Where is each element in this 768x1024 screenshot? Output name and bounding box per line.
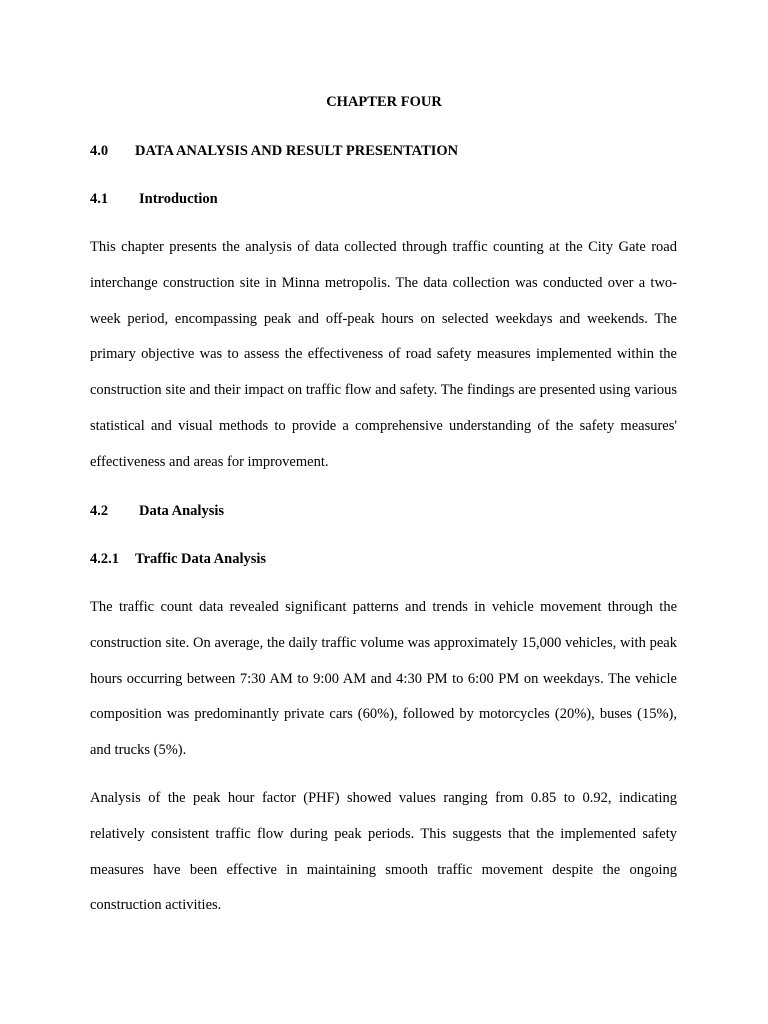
section-heading-4-1 [90,190,218,208]
section-number: 4.2 [90,503,109,519]
section-number: 4.1 [90,191,109,207]
section-title: Data Analysis [139,503,225,519]
introduction-paragraph: This chapter presents the analysis of data collected through traffic counting at the City Gate road interchange construction site in Minna metropolis. The data collection was conducted over a two-week period, encompassing peak and off-peak hours on selected weekdays and weekends. The primary objective was to assess the effectiveness of road safety measures implemented within the construction site and their impact on traffic flow and safety. The findings are presented using various statistical and visual methods to provide a comprehensive understanding of the safety measures' effectiveness and areas for improvement. [90,239,677,470]
chapter-title: CHAPTER FOUR [326,94,442,110]
section-heading-4-2-1 [90,550,266,568]
section-title: Traffic Data Analysis [135,551,267,567]
section-title: Introduction [139,191,218,207]
section-heading-4-0 [90,142,458,160]
section-number: 4.0 [90,143,109,159]
traffic-data-paragraph: The traffic count data revealed significant patterns and trends in vehicle movement through the construction site. On average, the daily traffic volume was approximately 15,000 vehicles, with peak hours occurring between 7:30 AM to 9:00 AM and 4:30 PM to 6:00 PM on weekdays. The vehicle composition was predominantly private cars (60%), followed by motorcycles (20%), buses (15%), and trucks (5%). [90,599,677,759]
section-number: 4.2.1 [90,551,119,567]
peak-hour-factor-paragraph: Analysis of the peak hour factor (PHF) showed values ranging from 0.85 to 0.92, indicating relatively consistent traffic flow during peak periods. This suggests that the implemented safety measures have been effective in maintaining smooth traffic movement despite the ongoing construction activities. [90,790,677,914]
section-heading-4-2 [90,502,224,520]
section-title: DATA ANALYSIS AND RESULT PRESENTATION [135,143,459,159]
